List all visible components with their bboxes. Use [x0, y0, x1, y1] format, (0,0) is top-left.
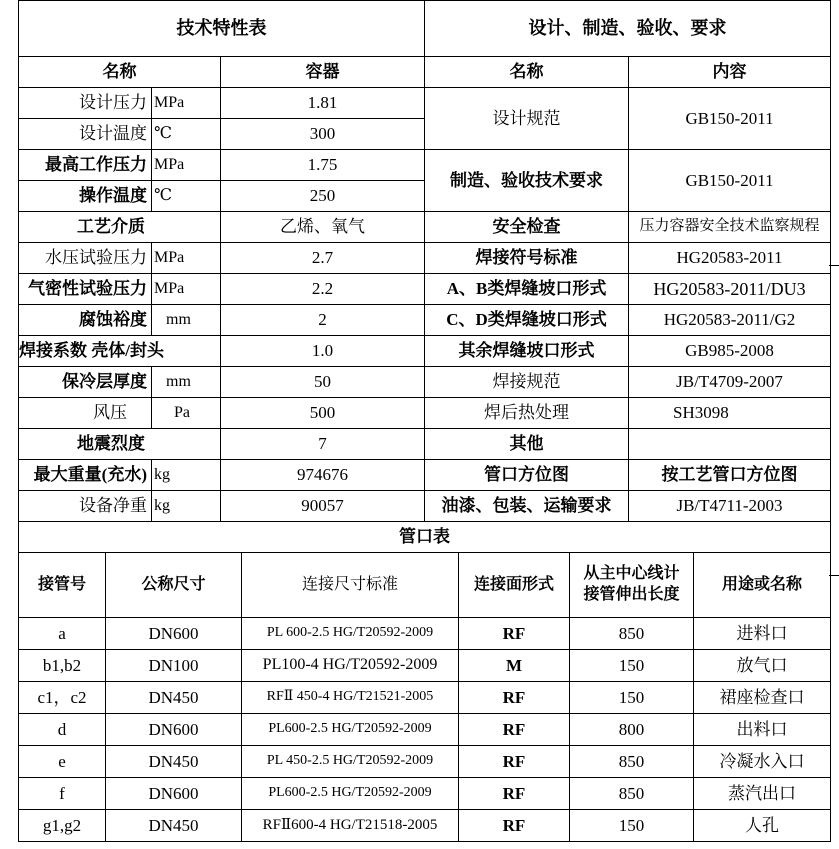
left-title: 技术特性表 — [19, 1, 425, 57]
nozzle-standard: PL 450-2.5 HG/T20592-2009 — [242, 746, 459, 778]
nozzle-face: RF — [459, 810, 570, 842]
spec-value: 974676 — [221, 460, 425, 491]
nozzle-use: 冷凝水入口 — [694, 746, 831, 778]
spec-unit: MPa — [152, 274, 221, 305]
spec-value: 7 — [221, 429, 425, 460]
nozzle-no: f — [19, 778, 106, 810]
spec-unit: kg — [152, 460, 221, 491]
nozzle-standard: RFⅡ 450-4 HG/T21521-2005 — [242, 682, 459, 714]
req-content: 按工艺管口方位图 — [629, 460, 831, 491]
nozzle-dn: DN600 — [106, 714, 242, 746]
nozzle-table-title: 管口表 — [19, 522, 831, 553]
spec-label: 操作温度 — [19, 181, 152, 212]
characteristics-table — [18, 0, 831, 553]
nozzle-no: b1,b2 — [19, 650, 106, 682]
spec-value: 90057 — [221, 491, 425, 522]
nozzle-face: RF — [459, 682, 570, 714]
nozzle-use: 进料口 — [694, 618, 831, 650]
spec-unit: mm — [152, 305, 221, 336]
spec-label: 风压 — [19, 398, 152, 429]
nozzle-dn: DN450 — [106, 746, 242, 778]
spec-value: 50 — [221, 367, 425, 398]
nozzle-header-dn: 公称尺寸 — [106, 553, 242, 618]
req-content: SH3098 — [629, 398, 831, 429]
spec-unit: MPa — [152, 150, 221, 181]
margin-tick — [829, 265, 839, 266]
nozzle-use: 裙座检查口 — [694, 682, 831, 714]
nozzle-dn: DN600 — [106, 778, 242, 810]
spec-value: 1.75 — [221, 150, 425, 181]
left-header-value: 容器 — [221, 57, 425, 88]
nozzle-face: RF — [459, 778, 570, 810]
req-name: C、D类焊缝坡口形式 — [425, 305, 629, 336]
spec-value: 2.7 — [221, 243, 425, 274]
nozzle-standard: PL600-2.5 HG/T20592-2009 — [242, 778, 459, 810]
req-name: 其他 — [425, 429, 629, 460]
req-content: HG20583-2011/G2 — [629, 305, 831, 336]
nozzle-length: 150 — [570, 650, 694, 682]
nozzle-row — [19, 778, 831, 810]
spec-label: 最大重量(充水) — [19, 460, 152, 491]
nozzle-row — [19, 650, 831, 682]
right-title: 设计、制造、验收、要求 — [425, 1, 831, 57]
spec-value: 2.2 — [221, 274, 425, 305]
nozzle-no: a — [19, 618, 106, 650]
spec-value: 1.0 — [221, 336, 425, 367]
nozzle-use: 人孔 — [694, 810, 831, 842]
spec-sheet — [18, 0, 830, 842]
spec-value: 2 — [221, 305, 425, 336]
nozzle-length: 800 — [570, 714, 694, 746]
nozzle-dn: DN100 — [106, 650, 242, 682]
spec-value: 1.81 — [221, 88, 425, 119]
nozzle-dn: DN600 — [106, 618, 242, 650]
nozzle-length: 850 — [570, 746, 694, 778]
spec-value: 500 — [221, 398, 425, 429]
nozzle-header-length-line1: 从主中心线计 — [583, 565, 680, 583]
nozzle-length: 150 — [570, 810, 694, 842]
nozzle-row — [19, 810, 831, 842]
req-name: 管口方位图 — [425, 460, 629, 491]
spec-unit: ℃ — [152, 119, 221, 150]
spec-unit: kg — [152, 491, 221, 522]
nozzle-use: 蒸汽出口 — [694, 778, 831, 810]
req-content — [629, 429, 831, 460]
req-content: GB985-2008 — [629, 336, 831, 367]
req-content: HG20583-2011 — [629, 243, 831, 274]
nozzle-dn: DN450 — [106, 682, 242, 714]
nozzle-row — [19, 682, 831, 714]
spec-value: 300 — [221, 119, 425, 150]
req-name: 其余焊缝坡口形式 — [425, 336, 629, 367]
nozzle-face: RF — [459, 618, 570, 650]
req-name: 制造、验收技术要求 — [425, 150, 629, 212]
margin-tick — [829, 575, 839, 576]
nozzle-row — [19, 746, 831, 778]
spec-label: 气密性试验压力 — [19, 274, 152, 305]
nozzle-rows — [19, 618, 831, 842]
nozzle-length: 850 — [570, 778, 694, 810]
spec-value: 乙烯、氧气 — [221, 212, 425, 243]
nozzle-length: 150 — [570, 682, 694, 714]
spec-label: 工艺介质 — [19, 212, 221, 243]
nozzle-header-length-line2: 接管伸出长度 — [583, 586, 680, 603]
nozzle-row — [19, 618, 831, 650]
req-content: GB150-2011 — [629, 88, 831, 150]
spec-label: 腐蚀裕度 — [19, 305, 152, 336]
nozzle-header-length — [570, 553, 694, 618]
req-name: 安全检查 — [425, 212, 629, 243]
nozzle-standard: PL600-2.5 HG/T20592-2009 — [242, 714, 459, 746]
nozzle-face: M — [459, 650, 570, 682]
nozzle-standard: PL100-4 HG/T20592-2009 — [242, 650, 459, 682]
spec-label: 设计压力 — [19, 88, 152, 119]
nozzle-face: RF — [459, 746, 570, 778]
req-name: 焊接规范 — [425, 367, 629, 398]
right-header-name: 名称 — [425, 57, 629, 88]
nozzle-face: RF — [459, 714, 570, 746]
nozzle-length: 850 — [570, 618, 694, 650]
spec-unit: MPa — [152, 243, 221, 274]
req-content: HG20583-2011/DU3 — [629, 274, 831, 305]
nozzle-standard: RFⅡ600-4 HG/T21518-2005 — [242, 810, 459, 842]
spec-label: 焊接系数 壳体/封头 — [19, 336, 221, 367]
nozzle-dn: DN450 — [106, 810, 242, 842]
spec-unit: Pa — [152, 398, 221, 429]
nozzle-row — [19, 714, 831, 746]
spec-unit: MPa — [152, 88, 221, 119]
req-content: GB150-2011 — [629, 150, 831, 212]
nozzle-header-no: 接管号 — [19, 553, 106, 618]
req-content: 压力容器安全技术监察规程 — [629, 212, 831, 243]
spec-label: 保冷层厚度 — [19, 367, 152, 398]
nozzle-no: e — [19, 746, 106, 778]
nozzle-no: g1,g2 — [19, 810, 106, 842]
nozzle-use: 出料口 — [694, 714, 831, 746]
right-header-value: 内容 — [629, 57, 831, 88]
spec-label: 设计温度 — [19, 119, 152, 150]
req-name: 焊接符号标准 — [425, 243, 629, 274]
req-content: JB/T4711-2003 — [629, 491, 831, 522]
nozzle-standard: PL 600-2.5 HG/T20592-2009 — [242, 618, 459, 650]
nozzle-use: 放气口 — [694, 650, 831, 682]
spec-label: 水压试验压力 — [19, 243, 152, 274]
spec-unit: ℃ — [152, 181, 221, 212]
nozzle-header-std: 连接尺寸标准 — [242, 553, 459, 618]
spec-label: 地震烈度 — [19, 429, 221, 460]
req-name: 焊后热处理 — [425, 398, 629, 429]
spec-label: 设备净重 — [19, 491, 152, 522]
nozzle-no: c1，c2 — [19, 682, 106, 714]
spec-unit: mm — [152, 367, 221, 398]
nozzle-header-use: 用途或名称 — [694, 553, 831, 618]
spec-label: 最高工作压力 — [19, 150, 152, 181]
req-name: 油漆、包装、运输要求 — [425, 491, 629, 522]
spec-value: 250 — [221, 181, 425, 212]
nozzle-header-face: 连接面形式 — [459, 553, 570, 618]
nozzle-no: d — [19, 714, 106, 746]
req-content: JB/T4709-2007 — [629, 367, 831, 398]
nozzle-table — [18, 552, 831, 842]
req-name: 设计规范 — [425, 88, 629, 150]
left-header-name: 名称 — [19, 57, 221, 88]
req-name: A、B类焊缝坡口形式 — [425, 274, 629, 305]
